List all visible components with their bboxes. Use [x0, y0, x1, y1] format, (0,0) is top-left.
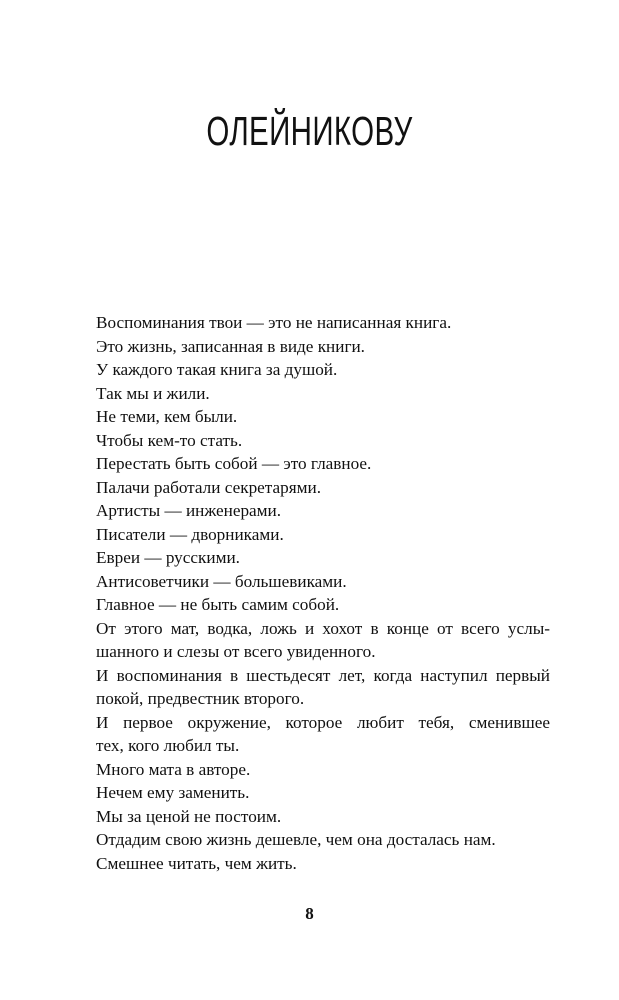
poem-line: Отдадим свою жизнь дешевле, чем она досталась нам. — [96, 830, 496, 849]
page-title: ОЛЕЙНИКОВУ — [206, 108, 413, 154]
poem-line: Чтобы кем-то стать. — [96, 430, 243, 450]
poem-line: Антисоветчики — большевиками. — [96, 571, 347, 591]
poem-line: И воспоминания в шестьдесят лет, когда наступил первый — [96, 665, 550, 685]
poem-line: Не теми, кем были. — [96, 407, 238, 426]
poem-line: покой, предвестник второго. — [96, 689, 305, 708]
poem-line: Перестать быть собой — это главное. — [96, 454, 372, 473]
poem-line: Артисты — инженерами. — [96, 501, 282, 520]
poem-line: Евреи — русскими. — [96, 548, 240, 567]
poem-line: Палачи работали секретарями. — [96, 477, 322, 497]
poem-line: Мы за ценой не постоим. — [96, 806, 282, 826]
poem-line: Главное — не быть самим собой. — [96, 595, 340, 614]
poem-line: Это жизнь, записанная в виде книги. — [96, 336, 365, 356]
poem-line: Нечем ему заменить. — [96, 783, 250, 802]
poem-line: У каждого такая книга за душой. — [96, 360, 338, 379]
poem-line: Много мата в авторе. — [96, 759, 251, 779]
page-number: 8 — [305, 904, 314, 923]
poem-line: шанного и слезы от всего увиденного. — [96, 642, 376, 661]
poem-line: Писатели — дворниками. — [96, 524, 284, 544]
poem-line: Воспоминания твои — это не написанная книга. — [96, 313, 452, 332]
poem-line: Смешнее читать, чем жить. — [96, 853, 297, 873]
poem-line: От этого мат, водка, ложь и хохот в конце от всего услы- — [96, 618, 550, 638]
poem-line: тех, кого любил ты. — [96, 736, 240, 755]
poem-text — [96, 311, 550, 875]
poem-line: И первое окружение, которое любит тебя, сменившее — [96, 712, 550, 732]
poem-line: Так мы и жили. — [96, 383, 210, 403]
